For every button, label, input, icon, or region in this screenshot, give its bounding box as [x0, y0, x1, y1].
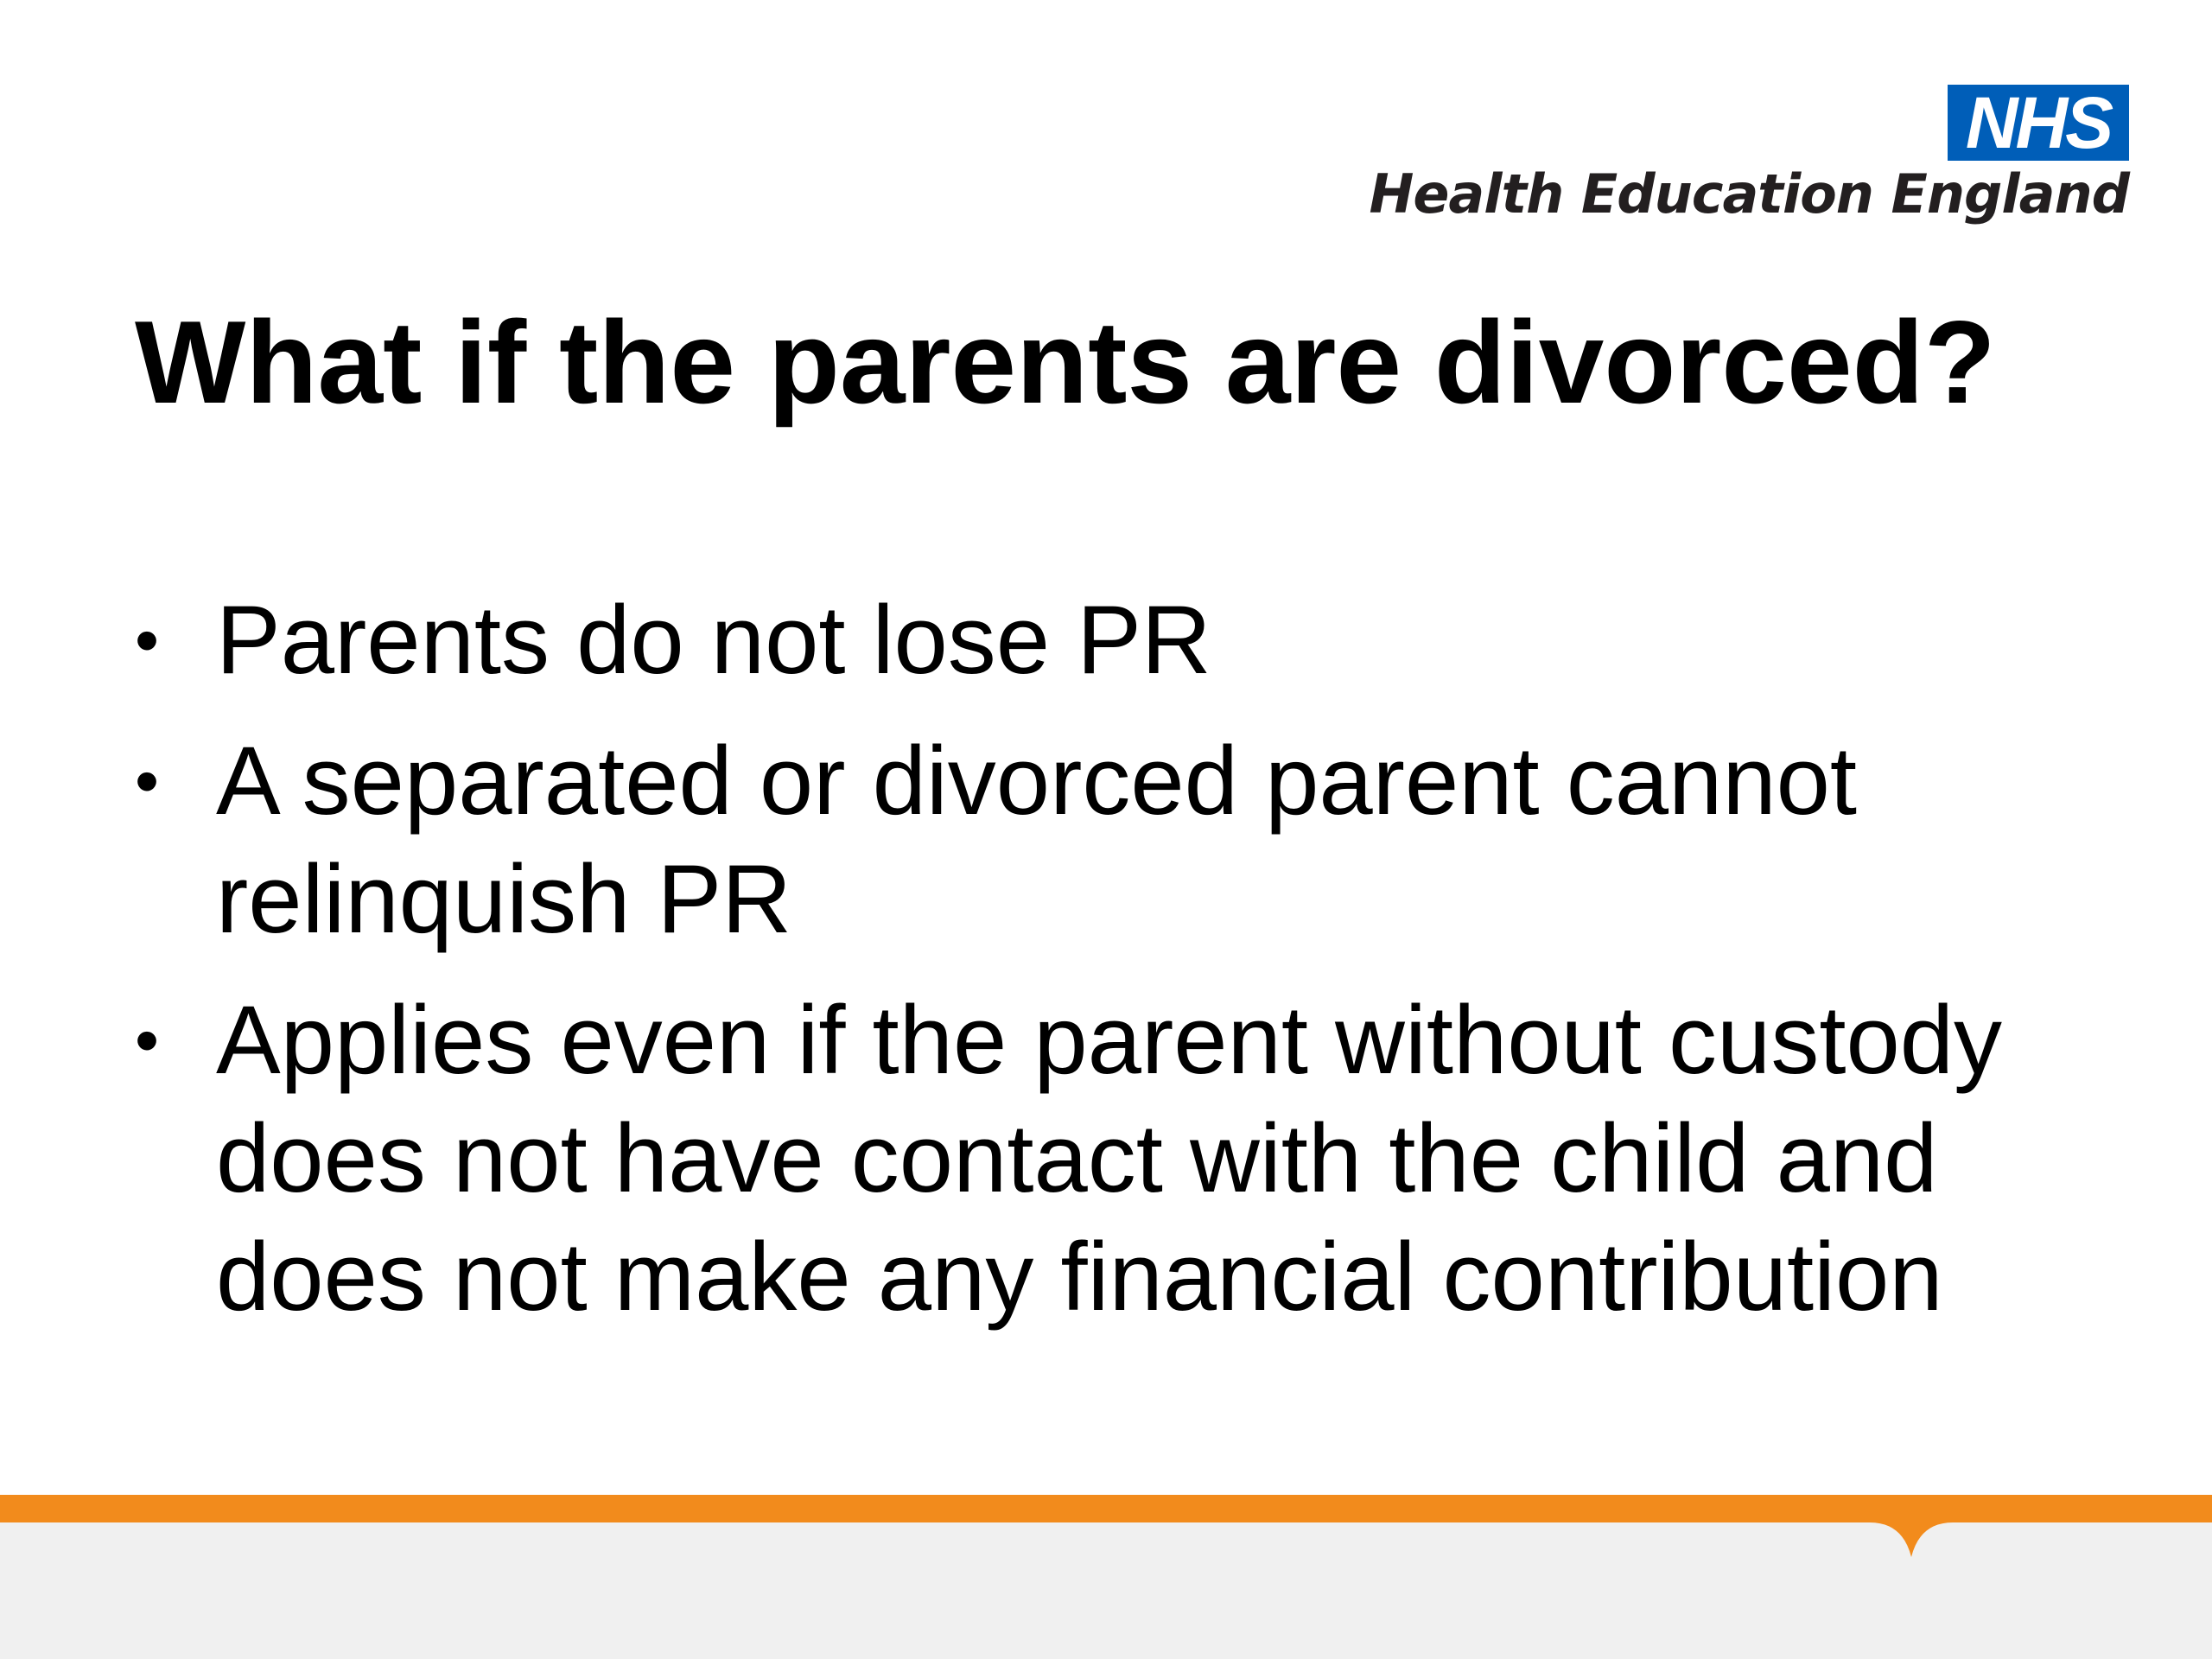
- nhs-badge: [1948, 82, 2129, 163]
- bullet-item: [135, 581, 2122, 699]
- bullet-dot-icon: •: [135, 601, 160, 678]
- slide-title: What if the parents are divorced?: [135, 296, 1996, 428]
- bullet-item: [135, 721, 2122, 958]
- organisation-name: Health Education England: [1369, 162, 2129, 226]
- bullet-text: A separated or divorced parent cannot relinquish PR: [216, 727, 1858, 953]
- nhs-badge-text: NHS: [1965, 82, 2112, 163]
- bullet-dot-icon: •: [135, 742, 160, 819]
- footer-band: [0, 1495, 2212, 1659]
- hee-logo: [1351, 82, 2129, 240]
- bullet-text: Parents do not lose PR: [216, 586, 1211, 694]
- bullet-text: Applies even if the parent without custody does not have contact with the child and does not make any financial contribution: [216, 986, 2003, 1331]
- bullet-dot-icon: •: [135, 1001, 160, 1078]
- bullet-list: [135, 581, 2122, 1358]
- bullet-item: [135, 981, 2122, 1336]
